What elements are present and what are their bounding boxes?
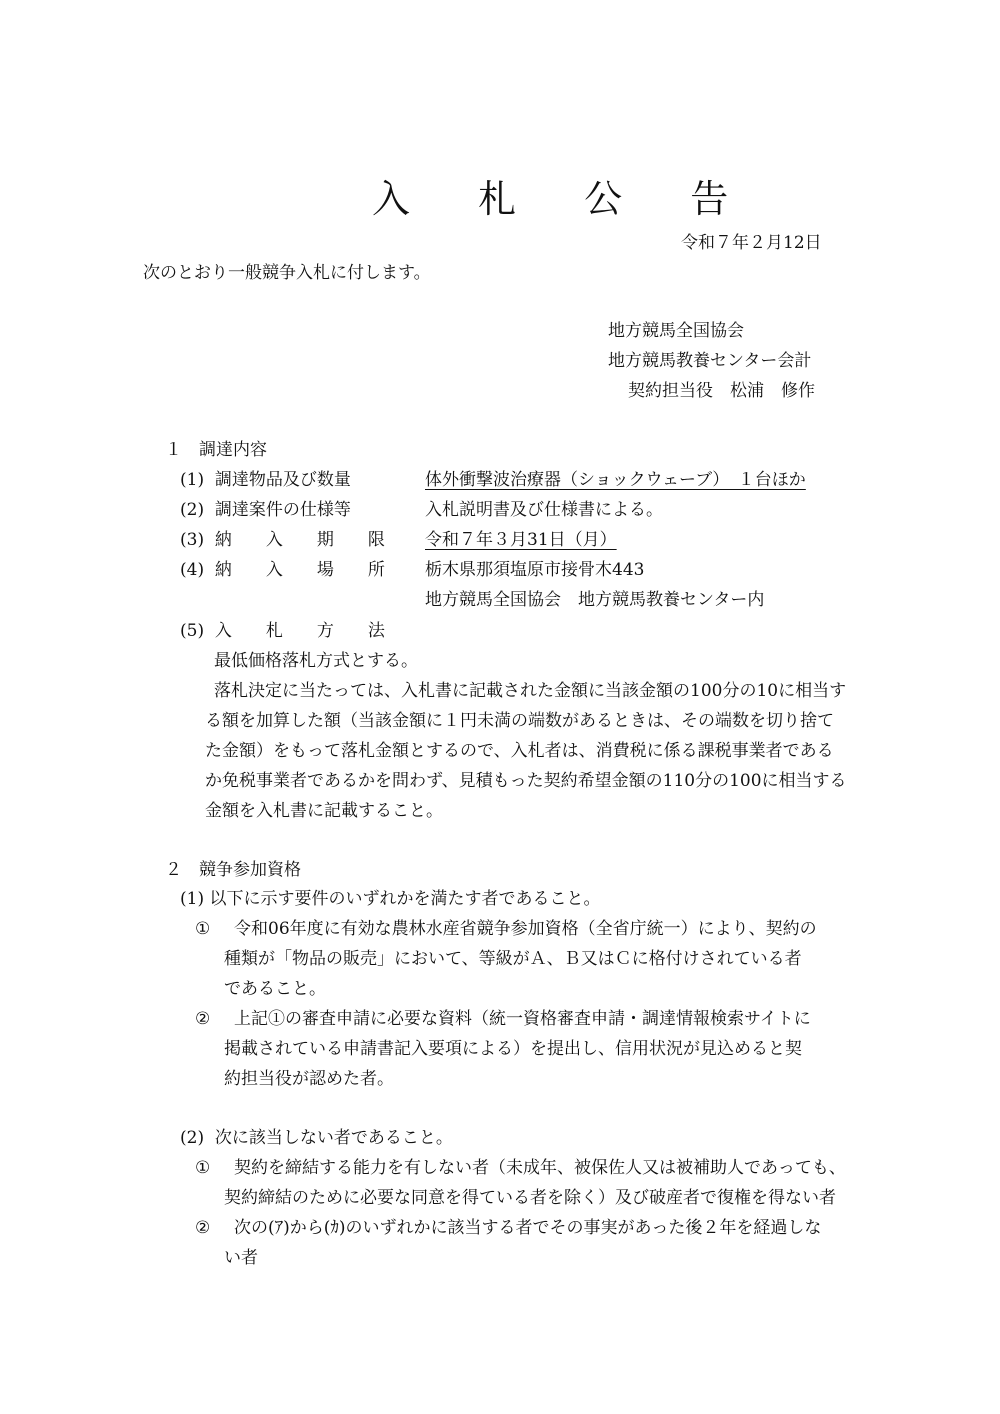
item1-value: 体外衝撃波治療器（ショックウェーブ） １台ほか	[425, 470, 806, 490]
issuer-center: 地方競馬教養センター会計	[608, 351, 812, 371]
sub1-item2-marker: ②	[195, 1009, 211, 1029]
method-line2: る額を加算した額（当該金額に１円未満の端数があるときは、その端数を切り捨て	[205, 711, 834, 731]
sub2-item2-line2: い者	[224, 1248, 258, 1268]
section2-heading: ２ 競争参加資格	[165, 860, 301, 880]
method-line5: 金額を入札書に記載すること。	[205, 801, 443, 821]
item5-label: (5) 入 札 方 法	[180, 621, 385, 641]
item2-value: 入札説明書及び仕様書による。	[425, 500, 663, 520]
sub1-item1-marker: ①	[195, 919, 211, 939]
issuer-org: 地方競馬全国協会	[608, 321, 744, 341]
item1-label: (1) 調達物品及び数量	[180, 470, 351, 490]
sub2-item1-line1: 契約を締結する能力を有しない者（未成年、被保佐人又は被補助人であっても、	[234, 1158, 846, 1178]
sub1-item2-line1: 上記①の審査申請に必要な資料（統一資格審査申請・調達情報検索サイトに	[234, 1009, 811, 1029]
item3-value: 令和７年３月31日（月）	[425, 530, 617, 550]
section1-heading: １ 調達内容	[165, 440, 267, 460]
method-line3: た金額）をもって落札金額とするので、入札者は、消費税に係る課税事業者である	[205, 741, 834, 761]
sub1-item2-line2: 掲載されている申請書記入要項による）を提出し、信用状況が見込めると契	[224, 1039, 802, 1059]
sub2-heading: (2) 次に該当しない者であること。	[180, 1128, 453, 1148]
sub1-item2-line3: 約担当役が認めた者。	[224, 1069, 394, 1089]
sub2-item2-line1: 次の(ｱ)から(ｶ)のいずれかに該当する者でその事実があった後２年を経過しな	[234, 1218, 822, 1238]
method-line4: か免税事業者であるかを問わず、見積もった契約希望金額の110分の100に相当する	[205, 771, 847, 791]
item4-label: (4) 納 入 場 所	[180, 560, 385, 580]
item4-value2: 地方競馬全国協会 地方競馬教養センター内	[425, 590, 765, 610]
sub1-item1-line1: 令和06年度に有効な農林水産省競争参加資格（全省庁統一）により、契約の	[234, 919, 817, 939]
item3-label: (3) 納 入 期 限	[180, 530, 385, 550]
issue-date: 令和７年２月12日	[681, 233, 822, 253]
sub2-item2-marker: ②	[195, 1218, 211, 1238]
item4-value: 栃木県那須塩原市接骨木443	[425, 560, 645, 580]
document-title: 入 札 公 告	[372, 177, 757, 221]
sub1-heading: (1) 以下に示す要件のいずれかを満たす者であること。	[180, 889, 601, 909]
sub2-item1-marker: ①	[195, 1158, 211, 1178]
method-para1: 最低価格落札方式とする。	[214, 651, 418, 671]
issuer-officer: 契約担当役 松浦 修作	[628, 381, 815, 401]
item2-label: (2) 調達案件の仕様等	[180, 500, 351, 520]
method-line1: 落札決定に当たっては、入札書に記載された金額に当該金額の100分の10に相当す	[214, 681, 847, 701]
sub1-item1-line3: であること。	[224, 979, 326, 999]
sub1-item1-line2: 種類が「物品の販売」において、等級がＡ、Ｂ又はＣに格付けされている者	[224, 949, 802, 969]
intro-text: 次のとおり一般競争入札に付します。	[143, 263, 431, 283]
sub2-item1-line2: 契約締結のために必要な同意を得ている者を除く）及び破産者で復権を得ない者	[224, 1188, 836, 1208]
